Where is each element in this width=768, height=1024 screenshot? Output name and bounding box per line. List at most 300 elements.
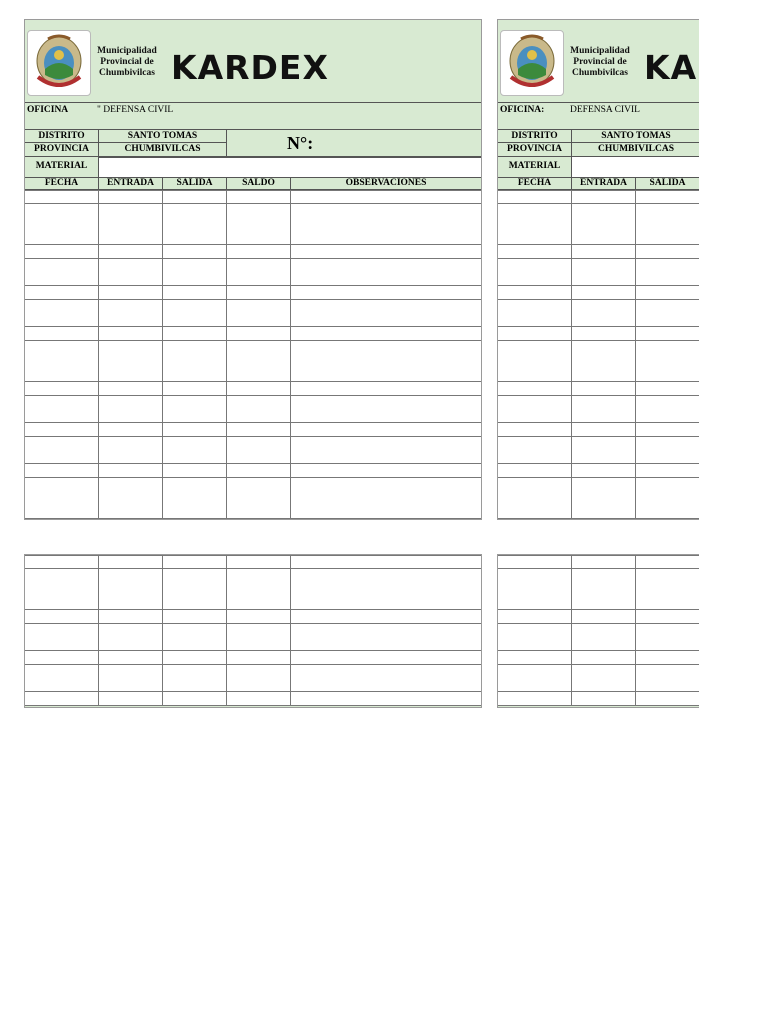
kardex-grid-continuation-2	[497, 554, 699, 708]
org-line: Provincial de	[100, 57, 154, 67]
grid-cell[interactable]	[25, 450, 99, 464]
grid-cell[interactable]	[25, 437, 99, 451]
grid-cell[interactable]	[99, 190, 163, 204]
oficina-value[interactable]: DEFENSA CIVIL	[570, 105, 640, 115]
grid-cell[interactable]	[25, 217, 99, 231]
grid-cell[interactable]	[572, 190, 636, 204]
grid-cell[interactable]	[498, 354, 572, 368]
grid-cell[interactable]	[227, 624, 291, 638]
grid-cell[interactable]	[572, 272, 636, 286]
grid-cell[interactable]	[291, 678, 482, 692]
grid-cell[interactable]	[99, 217, 163, 231]
grid-cell[interactable]	[636, 204, 699, 218]
grid-cell[interactable]	[291, 190, 482, 204]
grid-cell[interactable]	[163, 423, 227, 437]
grid-cell[interactable]	[227, 204, 291, 218]
grid-cell[interactable]	[227, 327, 291, 341]
grid-cell[interactable]	[163, 464, 227, 478]
grid-cell[interactable]	[25, 637, 99, 651]
grid-cell[interactable]	[636, 286, 699, 300]
grid-cell[interactable]	[227, 450, 291, 464]
grid-cell[interactable]	[498, 272, 572, 286]
grid-cell[interactable]	[227, 505, 291, 519]
grid-cell[interactable]	[291, 491, 482, 505]
grid-cell[interactable]	[291, 464, 482, 478]
grid-cell[interactable]	[25, 204, 99, 218]
grid-cell[interactable]	[163, 624, 227, 638]
grid-cell[interactable]	[291, 637, 482, 651]
grid-cell[interactable]	[25, 555, 99, 569]
grid-cell[interactable]	[291, 272, 482, 286]
grid-cell[interactable]	[163, 396, 227, 410]
grid-cell[interactable]	[636, 341, 699, 355]
grid-cell[interactable]	[498, 231, 572, 245]
grid-cell[interactable]	[572, 231, 636, 245]
grid-cell[interactable]	[572, 437, 636, 451]
grid-cell[interactable]	[163, 341, 227, 355]
grid-cell[interactable]	[572, 505, 636, 519]
grid-cell[interactable]	[163, 491, 227, 505]
grid-cell[interactable]	[99, 464, 163, 478]
grid-cell[interactable]	[227, 491, 291, 505]
grid-cell[interactable]	[163, 259, 227, 273]
grid-cell[interactable]	[636, 582, 699, 596]
grid-cell[interactable]	[498, 651, 572, 665]
grid-cell[interactable]	[227, 286, 291, 300]
grid-cell[interactable]	[498, 327, 572, 341]
grid-cell[interactable]	[572, 300, 636, 314]
grid-cell[interactable]	[99, 423, 163, 437]
grid-cell[interactable]	[163, 354, 227, 368]
provincia-value[interactable]: CHUMBIVILCAS	[99, 143, 227, 157]
grid-cell[interactable]	[227, 596, 291, 610]
grid-cell[interactable]	[636, 505, 699, 519]
grid-cell[interactable]	[572, 327, 636, 341]
grid-cell[interactable]	[25, 692, 99, 706]
grid-cell[interactable]	[227, 382, 291, 396]
grid-cell[interactable]	[572, 624, 636, 638]
grid-cell[interactable]	[636, 555, 699, 569]
grid-cell[interactable]	[636, 692, 699, 706]
grid-cell[interactable]	[163, 382, 227, 396]
grid-cell[interactable]	[99, 678, 163, 692]
grid-cell[interactable]	[227, 190, 291, 204]
grid-cell[interactable]	[163, 231, 227, 245]
grid-cell[interactable]	[99, 437, 163, 451]
grid-cell[interactable]	[572, 259, 636, 273]
grid-cell[interactable]	[636, 300, 699, 314]
grid-cell[interactable]	[636, 231, 699, 245]
grid-cell[interactable]	[227, 272, 291, 286]
grid-cell[interactable]	[291, 450, 482, 464]
grid-cell[interactable]	[163, 582, 227, 596]
grid-cell[interactable]	[227, 569, 291, 583]
grid-cell[interactable]	[291, 382, 482, 396]
grid-cell[interactable]	[227, 478, 291, 492]
grid-cell[interactable]	[25, 313, 99, 327]
grid-cell[interactable]	[572, 409, 636, 423]
grid-cell[interactable]	[163, 300, 227, 314]
grid-cell[interactable]	[99, 341, 163, 355]
grid-cell[interactable]	[636, 190, 699, 204]
grid-cell[interactable]	[227, 423, 291, 437]
grid-cell[interactable]	[572, 596, 636, 610]
grid-cell[interactable]	[227, 368, 291, 382]
grid-cell[interactable]	[291, 555, 482, 569]
grid-cell[interactable]	[636, 217, 699, 231]
grid-cell[interactable]	[572, 204, 636, 218]
provincia-value[interactable]: CHUMBIVILCAS	[572, 143, 699, 157]
grid-cell[interactable]	[636, 437, 699, 451]
grid-cell[interactable]	[498, 596, 572, 610]
grid-cell[interactable]	[99, 409, 163, 423]
info-block	[25, 129, 481, 178]
grid-cell[interactable]	[291, 300, 482, 314]
material-label: MATERIAL	[25, 157, 99, 177]
grid-cell[interactable]	[25, 327, 99, 341]
grid-cell[interactable]	[572, 637, 636, 651]
grid-cell[interactable]	[25, 354, 99, 368]
grid-cell[interactable]	[25, 396, 99, 410]
grid-cell[interactable]	[498, 665, 572, 679]
grid-cell[interactable]	[99, 204, 163, 218]
grid-cell[interactable]	[99, 582, 163, 596]
grid-cell[interactable]	[498, 569, 572, 583]
grid-cell[interactable]	[636, 637, 699, 651]
grid-cell[interactable]	[25, 665, 99, 679]
grid-cell[interactable]	[572, 286, 636, 300]
kardex-form-2	[497, 19, 699, 520]
grid-cell[interactable]	[636, 272, 699, 286]
grid-cell[interactable]	[25, 651, 99, 665]
grid-cell[interactable]	[163, 610, 227, 624]
grid-cell[interactable]	[99, 382, 163, 396]
grid-cell[interactable]	[572, 610, 636, 624]
grid-cell[interactable]	[163, 217, 227, 231]
grid-cell[interactable]	[163, 437, 227, 451]
grid-cell[interactable]	[498, 245, 572, 259]
grid-cell[interactable]	[291, 582, 482, 596]
grid-cell[interactable]	[25, 341, 99, 355]
grid-cell[interactable]	[227, 313, 291, 327]
grid-cell[interactable]	[572, 569, 636, 583]
grid-cell[interactable]	[572, 491, 636, 505]
grid-cell[interactable]	[291, 204, 482, 218]
grid-cell[interactable]	[99, 491, 163, 505]
grid-cell[interactable]	[291, 286, 482, 300]
kardex-grid-continuation-1	[24, 554, 482, 708]
grid-cell[interactable]	[636, 569, 699, 583]
material-input[interactable]	[572, 157, 699, 177]
numero-box[interactable]	[227, 129, 482, 157]
grid-cell[interactable]	[227, 300, 291, 314]
grid-cell[interactable]	[163, 204, 227, 218]
grid-cell[interactable]	[99, 637, 163, 651]
grid-cell[interactable]	[25, 272, 99, 286]
grid-cell[interactable]	[99, 692, 163, 706]
grid-cell[interactable]	[227, 341, 291, 355]
grid-cell[interactable]	[99, 327, 163, 341]
grid-cell[interactable]	[636, 596, 699, 610]
grid-cell[interactable]	[498, 610, 572, 624]
grid-cell[interactable]	[636, 245, 699, 259]
grid-cell[interactable]	[291, 478, 482, 492]
grid-cell[interactable]	[163, 637, 227, 651]
grid-cell[interactable]	[572, 678, 636, 692]
grid-cell[interactable]	[291, 245, 482, 259]
grid-cell[interactable]	[572, 217, 636, 231]
grid-cell[interactable]	[498, 692, 572, 706]
grid-cell[interactable]	[498, 624, 572, 638]
grid-cell[interactable]	[498, 464, 572, 478]
grid-cell[interactable]	[291, 327, 482, 341]
grid-cell[interactable]	[636, 327, 699, 341]
grid-cell[interactable]	[163, 555, 227, 569]
grid-cell[interactable]	[636, 464, 699, 478]
grid-cell[interactable]	[572, 341, 636, 355]
grid-cell[interactable]	[25, 259, 99, 273]
grid-cell[interactable]	[25, 190, 99, 204]
grid-cell[interactable]	[163, 678, 227, 692]
grid-cell[interactable]	[636, 368, 699, 382]
grid-cell[interactable]	[572, 478, 636, 492]
grid-cell[interactable]	[25, 300, 99, 314]
grid-cell[interactable]	[498, 341, 572, 355]
grid-cell[interactable]	[99, 450, 163, 464]
grid-cell[interactable]	[25, 231, 99, 245]
grid-cell[interactable]	[498, 637, 572, 651]
grid-cell[interactable]	[99, 596, 163, 610]
grid-cell[interactable]	[291, 665, 482, 679]
grid-cell[interactable]	[227, 678, 291, 692]
numero-label: N°:	[287, 133, 314, 153]
grid-cell[interactable]	[25, 505, 99, 519]
grid-cell[interactable]	[227, 582, 291, 596]
grid-cell[interactable]	[636, 665, 699, 679]
grid-cell[interactable]	[291, 217, 482, 231]
grid-cell[interactable]	[227, 354, 291, 368]
grid-cell[interactable]	[227, 396, 291, 410]
grid-cell[interactable]	[291, 423, 482, 437]
grid-cell[interactable]	[99, 624, 163, 638]
grid-cell[interactable]	[163, 665, 227, 679]
grid-cell[interactable]	[636, 450, 699, 464]
grid-cell[interactable]	[498, 555, 572, 569]
grid-cell[interactable]	[291, 505, 482, 519]
grid-cell[interactable]	[498, 217, 572, 231]
grid-cell[interactable]	[163, 327, 227, 341]
grid-cell[interactable]	[572, 692, 636, 706]
grid-cell[interactable]	[227, 437, 291, 451]
grid-cell[interactable]	[498, 204, 572, 218]
grid-cell[interactable]	[636, 354, 699, 368]
grid-cell[interactable]	[25, 624, 99, 638]
grid-cell[interactable]	[291, 396, 482, 410]
grid-cell[interactable]	[498, 423, 572, 437]
grid-cell[interactable]	[163, 478, 227, 492]
grid-cell[interactable]	[572, 555, 636, 569]
grid-cell[interactable]	[636, 423, 699, 437]
grid-cell[interactable]	[163, 409, 227, 423]
column-header: FECHA	[25, 177, 99, 190]
grid-cell[interactable]	[291, 651, 482, 665]
municipal-coat-of-arms-icon	[27, 30, 91, 96]
grid-cell[interactable]	[227, 637, 291, 651]
grid-cell[interactable]	[25, 478, 99, 492]
grid-cell[interactable]	[25, 582, 99, 596]
grid-cell[interactable]	[291, 610, 482, 624]
grid-cell[interactable]	[227, 651, 291, 665]
grid-cell[interactable]	[25, 409, 99, 423]
grid-cell[interactable]	[291, 569, 482, 583]
grid-cell[interactable]	[636, 678, 699, 692]
grid-cell[interactable]	[227, 692, 291, 706]
grid-cell[interactable]	[636, 382, 699, 396]
grid-cell[interactable]	[163, 505, 227, 519]
grid-cell[interactable]	[227, 665, 291, 679]
grid-cell[interactable]	[291, 624, 482, 638]
grid-cell[interactable]	[498, 368, 572, 382]
grid-cell[interactable]	[99, 478, 163, 492]
grid-cell[interactable]	[572, 368, 636, 382]
grid-cell[interactable]	[572, 651, 636, 665]
grid-cell[interactable]	[99, 610, 163, 624]
grid-cell[interactable]	[163, 651, 227, 665]
grid-cell[interactable]	[636, 313, 699, 327]
grid-cell[interactable]	[227, 259, 291, 273]
grid-cell[interactable]	[99, 272, 163, 286]
grid-cell[interactable]	[163, 272, 227, 286]
oficina-value[interactable]: " DEFENSA CIVIL	[97, 105, 174, 115]
grid-cell[interactable]	[636, 478, 699, 492]
grid-cell[interactable]	[227, 610, 291, 624]
grid-cell[interactable]	[572, 665, 636, 679]
grid-cell[interactable]	[99, 286, 163, 300]
grid-cell[interactable]	[99, 354, 163, 368]
grid-cell[interactable]	[636, 396, 699, 410]
grid-cell[interactable]	[99, 259, 163, 273]
grid-cell[interactable]	[291, 368, 482, 382]
grid-cell[interactable]	[227, 231, 291, 245]
grid-cell[interactable]	[99, 569, 163, 583]
grid-cell[interactable]	[25, 368, 99, 382]
grid-cell[interactable]	[636, 624, 699, 638]
grid-cell[interactable]	[163, 596, 227, 610]
grid-cell[interactable]	[99, 313, 163, 327]
grid-cell[interactable]	[291, 437, 482, 451]
grid-cell[interactable]	[572, 245, 636, 259]
grid-cell[interactable]	[291, 341, 482, 355]
grid-cell[interactable]	[291, 596, 482, 610]
grid-cell[interactable]	[636, 651, 699, 665]
grid-cell[interactable]	[99, 505, 163, 519]
grid-cell[interactable]	[498, 382, 572, 396]
grid-cell[interactable]	[99, 665, 163, 679]
grid-cell[interactable]	[498, 450, 572, 464]
grid-cell[interactable]	[99, 396, 163, 410]
grid-cell[interactable]	[163, 245, 227, 259]
grid-cell[interactable]	[25, 382, 99, 396]
grid-cell[interactable]	[25, 491, 99, 505]
grid-cell[interactable]	[99, 368, 163, 382]
grid-cell[interactable]	[498, 505, 572, 519]
grid-cell[interactable]	[291, 231, 482, 245]
grid-cell[interactable]	[99, 555, 163, 569]
grid-cell[interactable]	[572, 382, 636, 396]
grid-cell[interactable]	[636, 409, 699, 423]
grid-cell[interactable]	[498, 437, 572, 451]
grid-cell[interactable]	[498, 678, 572, 692]
grid-cell[interactable]	[572, 423, 636, 437]
grid-cell[interactable]	[163, 368, 227, 382]
grid-cell[interactable]	[572, 464, 636, 478]
grid-cell[interactable]	[498, 313, 572, 327]
grid-cell[interactable]	[498, 409, 572, 423]
grid-cell[interactable]	[498, 259, 572, 273]
grid-cell[interactable]	[163, 569, 227, 583]
grid-cell[interactable]	[25, 423, 99, 437]
grid-cell[interactable]	[291, 409, 482, 423]
grid-cell[interactable]	[25, 569, 99, 583]
distrito-value[interactable]: SANTO TOMAS	[99, 129, 227, 143]
grid-cell[interactable]	[498, 491, 572, 505]
grid-cell[interactable]	[498, 582, 572, 596]
grid-cell[interactable]	[291, 692, 482, 706]
grid-cell[interactable]	[227, 409, 291, 423]
grid-cell[interactable]	[572, 354, 636, 368]
grid-cell[interactable]	[498, 286, 572, 300]
grid-cell[interactable]	[99, 300, 163, 314]
grid-cell[interactable]	[163, 450, 227, 464]
grid-cell[interactable]	[572, 582, 636, 596]
grid-cell[interactable]	[99, 651, 163, 665]
grid-cell[interactable]	[636, 610, 699, 624]
grid-cell[interactable]	[99, 245, 163, 259]
distrito-label: DISTRITO	[25, 129, 99, 143]
grid-cell[interactable]	[498, 478, 572, 492]
grid-cell[interactable]	[572, 313, 636, 327]
grid-cell[interactable]	[291, 259, 482, 273]
material-input[interactable]	[99, 157, 482, 177]
grid-cell[interactable]	[636, 259, 699, 273]
grid-cell[interactable]	[227, 217, 291, 231]
grid-cell[interactable]	[25, 286, 99, 300]
grid-cell[interactable]	[498, 190, 572, 204]
grid-cell[interactable]	[25, 464, 99, 478]
grid-cell[interactable]	[572, 450, 636, 464]
grid-cell[interactable]	[291, 313, 482, 327]
grid-cell[interactable]	[227, 464, 291, 478]
grid-cell[interactable]	[227, 245, 291, 259]
grid-cell[interactable]	[498, 396, 572, 410]
form-header	[25, 20, 481, 103]
grid-cell[interactable]	[291, 354, 482, 368]
grid-cell[interactable]	[25, 596, 99, 610]
grid-cell[interactable]	[572, 396, 636, 410]
grid-cell[interactable]	[25, 678, 99, 692]
grid-cell[interactable]	[227, 555, 291, 569]
grid-cell[interactable]	[25, 610, 99, 624]
grid-cell[interactable]	[498, 300, 572, 314]
grid-cell[interactable]	[25, 245, 99, 259]
grid-cell[interactable]	[163, 313, 227, 327]
grid-cell[interactable]	[163, 286, 227, 300]
grid-cell[interactable]	[163, 692, 227, 706]
grid-cell[interactable]	[163, 190, 227, 204]
distrito-value[interactable]: SANTO TOMAS	[572, 129, 699, 143]
grid-cell[interactable]	[636, 491, 699, 505]
grid-cell[interactable]	[99, 231, 163, 245]
